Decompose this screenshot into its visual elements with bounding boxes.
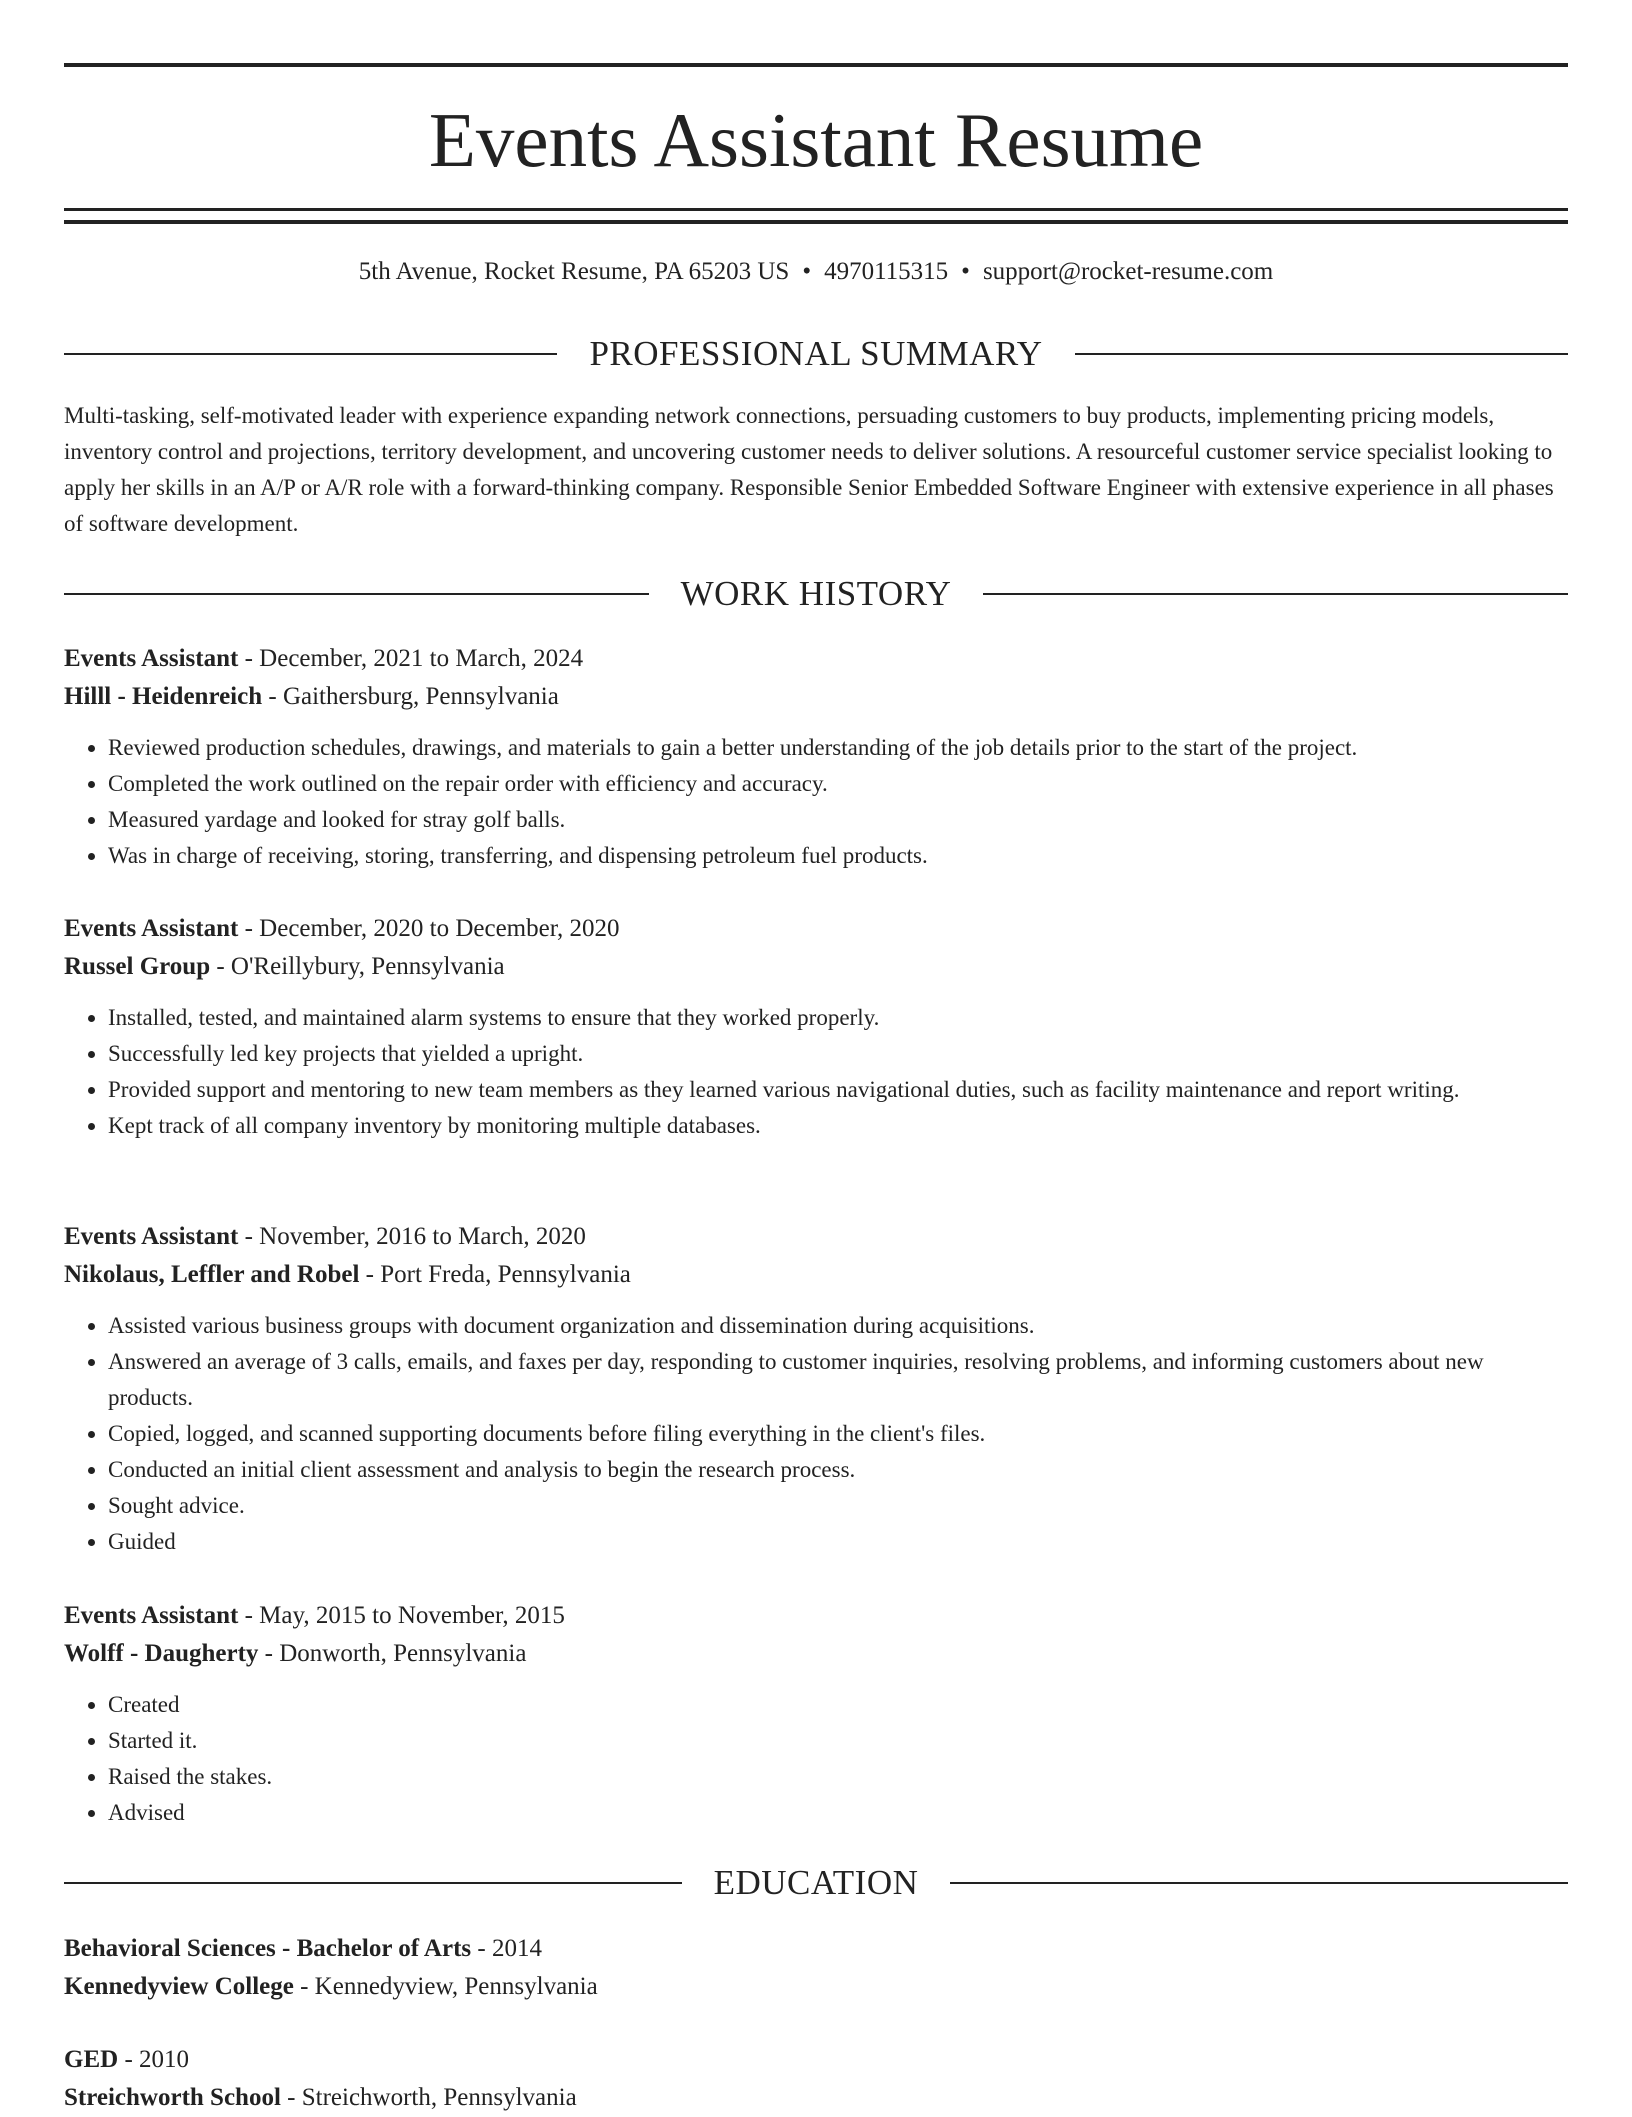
job-bullet: • Started it. <box>108 1723 1568 1759</box>
job-title-line <box>64 910 1568 948</box>
education-year: - 2010 <box>124 2046 190 2073</box>
job-bullet: • Advised <box>108 1795 1568 1831</box>
job-company-line <box>64 1256 1568 1294</box>
section-heading-work <box>64 573 1568 615</box>
job-bullet: • Reviewed production schedules, drawings, and materials to gain a better understanding of the job details prior to the start of the project. <box>108 730 1568 766</box>
job-title-line <box>64 640 1568 678</box>
education-school: Kennedyview College <box>64 1973 294 2000</box>
job-location: - O'Reillybury, Pennsylvania <box>216 953 505 980</box>
job-location: - Port Freda, Pennsylvania <box>365 1261 631 1288</box>
job-entry <box>64 1597 1568 1831</box>
job-location: - Donworth, Pennsylvania <box>264 1640 527 1667</box>
job-entry <box>64 1218 1568 1560</box>
education-degree: Behavioral Sciences - Bachelor of Arts <box>64 1935 472 1962</box>
education-entry <box>64 1930 1568 2006</box>
heading-rule <box>950 1882 1568 1884</box>
resume-title: Events Assistant Resume <box>428 97 1204 183</box>
education-school-line <box>64 1968 1568 2006</box>
education-entry <box>64 2041 1568 2117</box>
job-company: Hilll - Heidenreich <box>64 683 263 710</box>
job-bullet: • Created <box>108 1687 1568 1723</box>
education-degree: GED <box>64 2046 119 2073</box>
job-bullet: • Provided support and mentoring to new team members as they learned various navigational duties, such as facility maintenance and report writing. <box>108 1072 1568 1108</box>
job-entry <box>64 910 1568 1144</box>
job-title: Events Assistant <box>64 915 239 942</box>
education-location: - Streichworth, Pennsylvania <box>287 2084 577 2111</box>
job-bullet: • Completed the work outlined on the repair order with efficiency and accuracy. <box>108 766 1568 802</box>
job-company-line <box>64 678 1568 716</box>
section-title: PROFESSIONAL SUMMARY <box>589 334 1043 373</box>
job-title-line <box>64 1218 1568 1256</box>
job-dates: - May, 2015 to November, 2015 <box>244 1602 565 1629</box>
job-bullet: • Raised the stakes. <box>108 1759 1568 1795</box>
contact-phone: 4970115315 <box>824 258 949 285</box>
section-heading-summary <box>64 333 1568 375</box>
job-title: Events Assistant <box>64 645 239 672</box>
job-bullet: • Measured yardage and looked for stray golf balls. <box>108 802 1568 838</box>
job-bullet: • Assisted various business groups with document organization and dissemination during acquisitions. <box>108 1308 1568 1344</box>
job-company: Nikolaus, Leffler and Robel <box>64 1261 360 1288</box>
section-title: WORK HISTORY <box>680 574 952 613</box>
education-year: - 2014 <box>477 1935 542 1962</box>
heading-rule <box>64 593 649 595</box>
contact-line <box>64 254 1568 290</box>
job-bullet: • Answered an average of 3 calls, emails, and faxes per day, responding to customer inquiries, resolving problems, and informing customers about new products. <box>108 1344 1568 1416</box>
job-entry <box>64 640 1568 874</box>
job-bullet: • Guided <box>108 1524 1568 1560</box>
contact-address: 5th Avenue, Rocket Resume, PA 65203 US <box>358 258 790 285</box>
job-bullets <box>64 1308 1568 1560</box>
job-bullet: • Installed, tested, and maintained alarm systems to ensure that they worked properly. <box>108 1000 1568 1036</box>
heading-rule <box>64 1882 682 1884</box>
education-location: - Kennedyview, Pennsylvania <box>300 1973 598 2000</box>
job-location: - Gaithersburg, Pennsylvania <box>268 683 559 710</box>
contact-separator: • <box>961 258 970 285</box>
education-degree-line <box>64 2041 1568 2079</box>
job-title: Events Assistant <box>64 1223 239 1250</box>
education-school-line <box>64 2079 1568 2117</box>
job-bullets <box>64 730 1568 874</box>
job-bullet: • Copied, logged, and scanned supporting documents before filing everything in the client's files. <box>108 1416 1568 1452</box>
job-title-line <box>64 1597 1568 1635</box>
job-bullet: • Kept track of all company inventory by monitoring multiple databases. <box>108 1108 1568 1144</box>
title-double-rule <box>64 208 1568 224</box>
contact-separator: • <box>802 258 812 285</box>
top-rule <box>64 63 1568 67</box>
job-bullet: • Was in charge of receiving, storing, transferring, and dispensing petroleum fuel products. <box>108 838 1568 874</box>
job-company-line <box>64 948 1568 986</box>
section-heading-education <box>64 1862 1568 1904</box>
job-title: Events Assistant <box>64 1602 239 1629</box>
job-dates: - December, 2021 to March, 2024 <box>244 645 584 672</box>
job-company: Russel Group <box>64 953 211 980</box>
job-dates: - November, 2016 to March, 2020 <box>244 1223 586 1250</box>
job-bullet: • Successfully led key projects that yielded a upright. <box>108 1036 1568 1072</box>
job-bullets <box>64 1687 1568 1831</box>
job-bullet: • Sought advice. <box>108 1488 1568 1524</box>
job-dates: - December, 2020 to December, 2020 <box>244 915 620 942</box>
job-company-line <box>64 1635 1568 1673</box>
job-bullets <box>64 1000 1568 1144</box>
heading-rule <box>64 353 557 355</box>
contact-email: support@rocket-resume.com <box>982 258 1274 285</box>
summary-text: Multi-tasking, self-motivated leader with experience expanding network connections, persuading customers to buy products, implementing pricing models, inventory control and projections, territory development, and uncovering customer needs to deliver solutions. A resourceful customer service specialist looking to apply her skills in an A/P or A/R role with a forward-thinking company. Responsible Senior Embedded Software Engineer with extensive experience in all phases of software development. <box>64 403 1554 536</box>
education-school: Streichworth School <box>64 2084 281 2111</box>
heading-rule <box>983 593 1568 595</box>
section-title: EDUCATION <box>713 1863 919 1902</box>
job-bullet: • Conducted an initial client assessment and analysis to begin the research process. <box>108 1452 1568 1488</box>
heading-rule <box>1075 353 1568 355</box>
education-degree-line <box>64 1930 1568 1968</box>
job-company: Wolff - Daugherty <box>64 1640 259 1667</box>
